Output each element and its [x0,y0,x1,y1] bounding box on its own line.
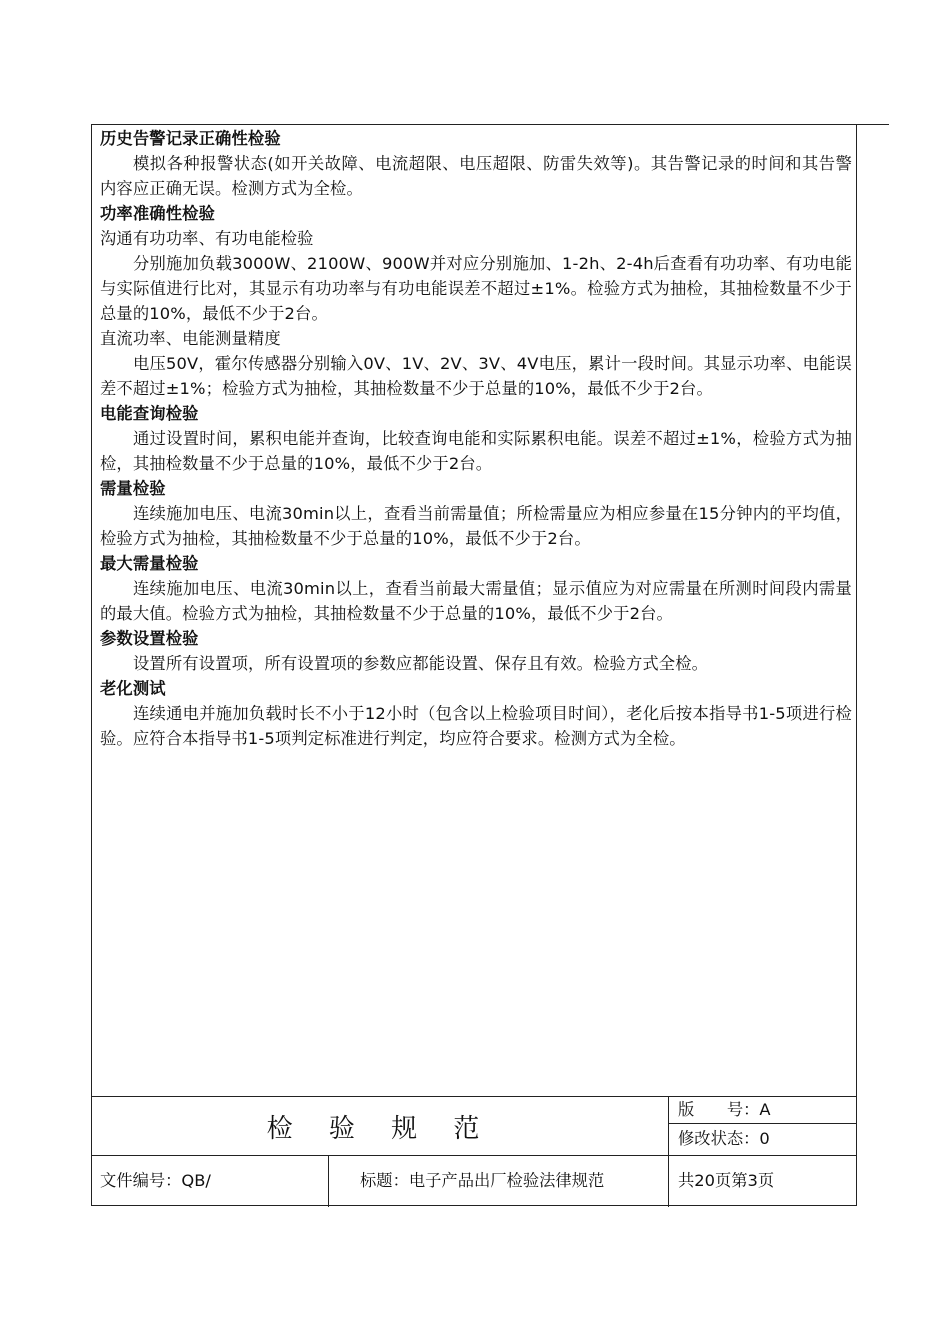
section-paragraph: 连续通电并施加负载时长不小于12小时（包含以上检验项目时间），老化后按本指导书1-5项进行检验。应符合本指导书1-5项判定标准进行判定，均应符合要求。检测方式为全检。 [100,704,852,748]
footer-title: 检 验 规 范 [266,1113,494,1144]
section-paragraph: 连续施加电压、电流30min以上，查看当前需量值；所检需量应为相应参量在15分钟内的平均值，检验方式为抽检，其抽检数量不少于总量的10%，最低不少于2台。 [100,504,852,548]
section-paragraph: 模拟各种报警状态(如开关故障、电流超限、电压超限、防雷失效等)。其告警记录的时间和其告警内容应正确无误。检测方式为全检。 [100,154,852,198]
section-heading-parameter-settings: 参数设置检验 [100,629,199,648]
revision-status-label: 修改状态：0 [678,1129,770,1148]
footer-table [91,1096,857,1207]
section-paragraph: 通过设置时间，累积电能并查询，比较查询电能和实际累积电能。误差不超过±1%，检验方式为抽检，其抽检数量不少于总量的10%，最低不少于2台。 [100,429,852,473]
section-paragraph: 设置所有设置项，所有设置项的参数应都能设置、保存且有效。检验方式全检。 [133,654,709,673]
margin-rule [857,124,889,125]
page-info-label: 共20页第3页 [678,1171,775,1190]
footer-divider [328,1155,329,1207]
section-paragraph: 电压50V，霍尔传感器分别输入0V、1V、2V、3V、4V电压，累计一段时间。其显示功率、电能误差不超过±1%；检验方式为抽检，其抽检数量不少于总量的10%，最低不少于2台。 [100,354,852,398]
footer-divider [668,1123,856,1124]
section-paragraph: 连续施加电压、电流30min以上，查看当前最大需量值；显示值应为对应需量在所测时间段内需量的最大值。检验方式为抽检，其抽检数量不少于总量的10%，最低不少于2台。 [100,579,852,623]
version-label: 版 号：A [678,1100,771,1119]
section-heading-max-demand: 最大需量检验 [100,554,199,573]
subsection-heading-ac-power: 沟通有功功率、有功电能检验 [100,229,314,248]
footer-divider [91,1155,857,1156]
section-paragraph: 分别施加负载3000W、2100W、900W并对应分别施加、1-2h、2-4h后查看有功功率、有功电能与实际值进行比对，其显示有功功率与有功电能误差不超过±1%。检验方式为抽检，其抽检数量不少于总量的10%，最低不少于2台。 [100,254,852,323]
section-heading-energy-query: 电能查询检验 [100,404,199,423]
file-number-label: 文件编号：QB/ [100,1171,211,1190]
document-title-label: 标题：电子产品出厂检验法律规范 [360,1171,605,1190]
section-heading-demand: 需量检验 [100,479,166,498]
subsection-heading-dc-power: 直流功率、电能测量精度 [100,329,281,348]
document-body [100,126,852,751]
section-heading-alarm-history: 历史告警记录正确性检验 [100,129,281,148]
section-heading-aging-test: 老化测试 [100,679,166,698]
section-heading-power-accuracy: 功率准确性检验 [100,204,216,223]
